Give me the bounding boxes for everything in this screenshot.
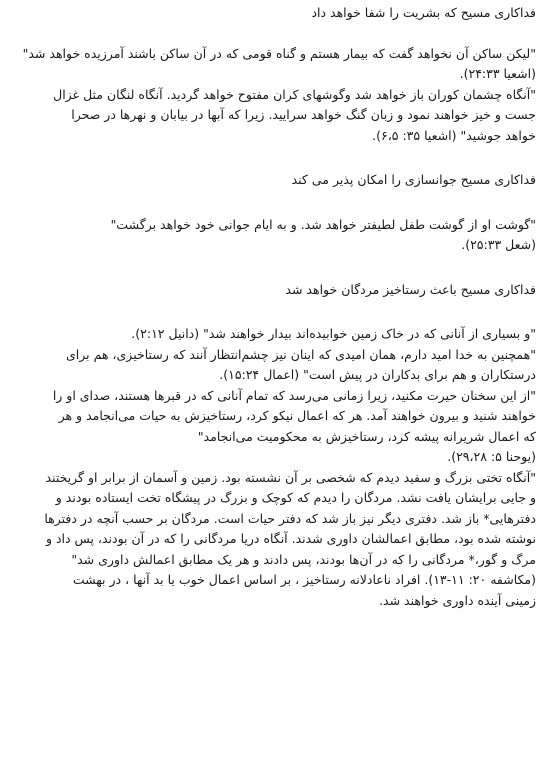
paragraph-line: مرگ و گور،* مردگانی را که در آن‌ها بودند، پس دادند و هر یک مطابق اعمالش داوری شد" bbox=[71, 551, 536, 567]
paragraph-line: (شعل ۲۵:۳۳). bbox=[461, 237, 536, 252]
paragraph-line: خواهد جوشید" (اشعیا ۳۵: ۶،۵). bbox=[372, 127, 536, 143]
paragraph-line: "همچنین به خدا امید دارم، همان امیدی که اینان نیز چشم‌انتظار آنند که رستاخیزی، هم برای bbox=[65, 346, 536, 362]
paragraph-line: نوشته شده بود، مطابق اعمالشان داوری شدند. آنگاه دریا مردگانی را که در آن بودند، پس داد و bbox=[45, 531, 536, 546]
section-heading-resurrection: فداکاری مسیح باعث رستاخیز مردگان خواهد شد bbox=[285, 281, 536, 297]
paragraph-line: "آنگاه تختی بزرگ و سفید دیدم که شخصی بر آن نشسته بود. زمین و آسمان از برابر او گریختند bbox=[45, 469, 536, 485]
paragraph-line: خواهند شنید و بیرون خواهند آمد. هر که اعمال نیکو کرد، رستاخیزش به حیات می‌انجامد و هر bbox=[58, 408, 536, 423]
paragraph-line: و جایی برایشان یافت نشد. مردگان را دیدم که کوچک و بزرگ در پیشگاه تخت ایستاده بودند و bbox=[55, 490, 536, 505]
section-heading-healing: فداکاری مسیح که بشریت را شفا خواهد داد bbox=[311, 5, 536, 20]
paragraph-line: "آنگاه چشمان کوران باز خواهد شد وگوشهای کران مفتوح خواهد گردید. آنگاه لنگان مثل غزال bbox=[53, 86, 536, 102]
paragraph-line: "لیکن ساکن آن نخواهد گفت که بیمار هستم و گناه قومی که در آن ساکن باشند آمرزیده خواهد شد" bbox=[22, 45, 536, 61]
paragraph-line: (اشعیا ۲۴:۳۳). bbox=[459, 66, 536, 81]
paragraph-line: (یوحنا ۵: ۲۹،۲۸). bbox=[447, 449, 536, 464]
paragraph-line: جست و خیز خواهند نمود و زبان گنگ خواهد سرایید. زیرا که آبها در بیابان و نهرها در صحرا bbox=[71, 107, 536, 122]
paragraph-line: زمینی آینده داوری خواهند شد. bbox=[379, 592, 536, 608]
paragraph-line: درستکاران و هم برای بدکاران در پیش است" (اعمال ۱۵:۲۴). bbox=[219, 367, 536, 382]
paragraph-line: "و بسیاری از آنانی که در خاک زمین خوابیده‌اند بیدار خواهند شد" (دانیل ۲:۱۲). bbox=[131, 326, 536, 341]
paragraph-line: دفترهایی* باز شد. دفتری دیگر نیز باز شد که دفتر حیات است. مردگان بر حسب آنچه در دفترها bbox=[44, 510, 536, 526]
paragraph-line: "گوشت او از گوشت طفل لطیفتر خواهد شد. و به ایام جوانی خود خواهد برگشت" bbox=[110, 216, 536, 232]
paragraph-line: "از این سخنان حیرت مکنید، زیرا زمانی می‌رسد که تمام آنانی که در قبرها هستند، صدای او را bbox=[52, 387, 536, 403]
section-heading-rejuvenation: فداکاری مسیح جوانسازی را امکان پذیر می کند bbox=[291, 172, 536, 187]
paragraph-line: که اعمال شریرانه پیشه کرد، رستاخیزش به محکومیت می‌انجامد" bbox=[197, 428, 536, 444]
paragraph-line: (مکاشفه ۲۰: ۱۱-۱۳). افراد ناعادلانه رستاخیز ، بر اساس اعمال خوب یا بد آنها ، در بهشت bbox=[72, 572, 536, 587]
